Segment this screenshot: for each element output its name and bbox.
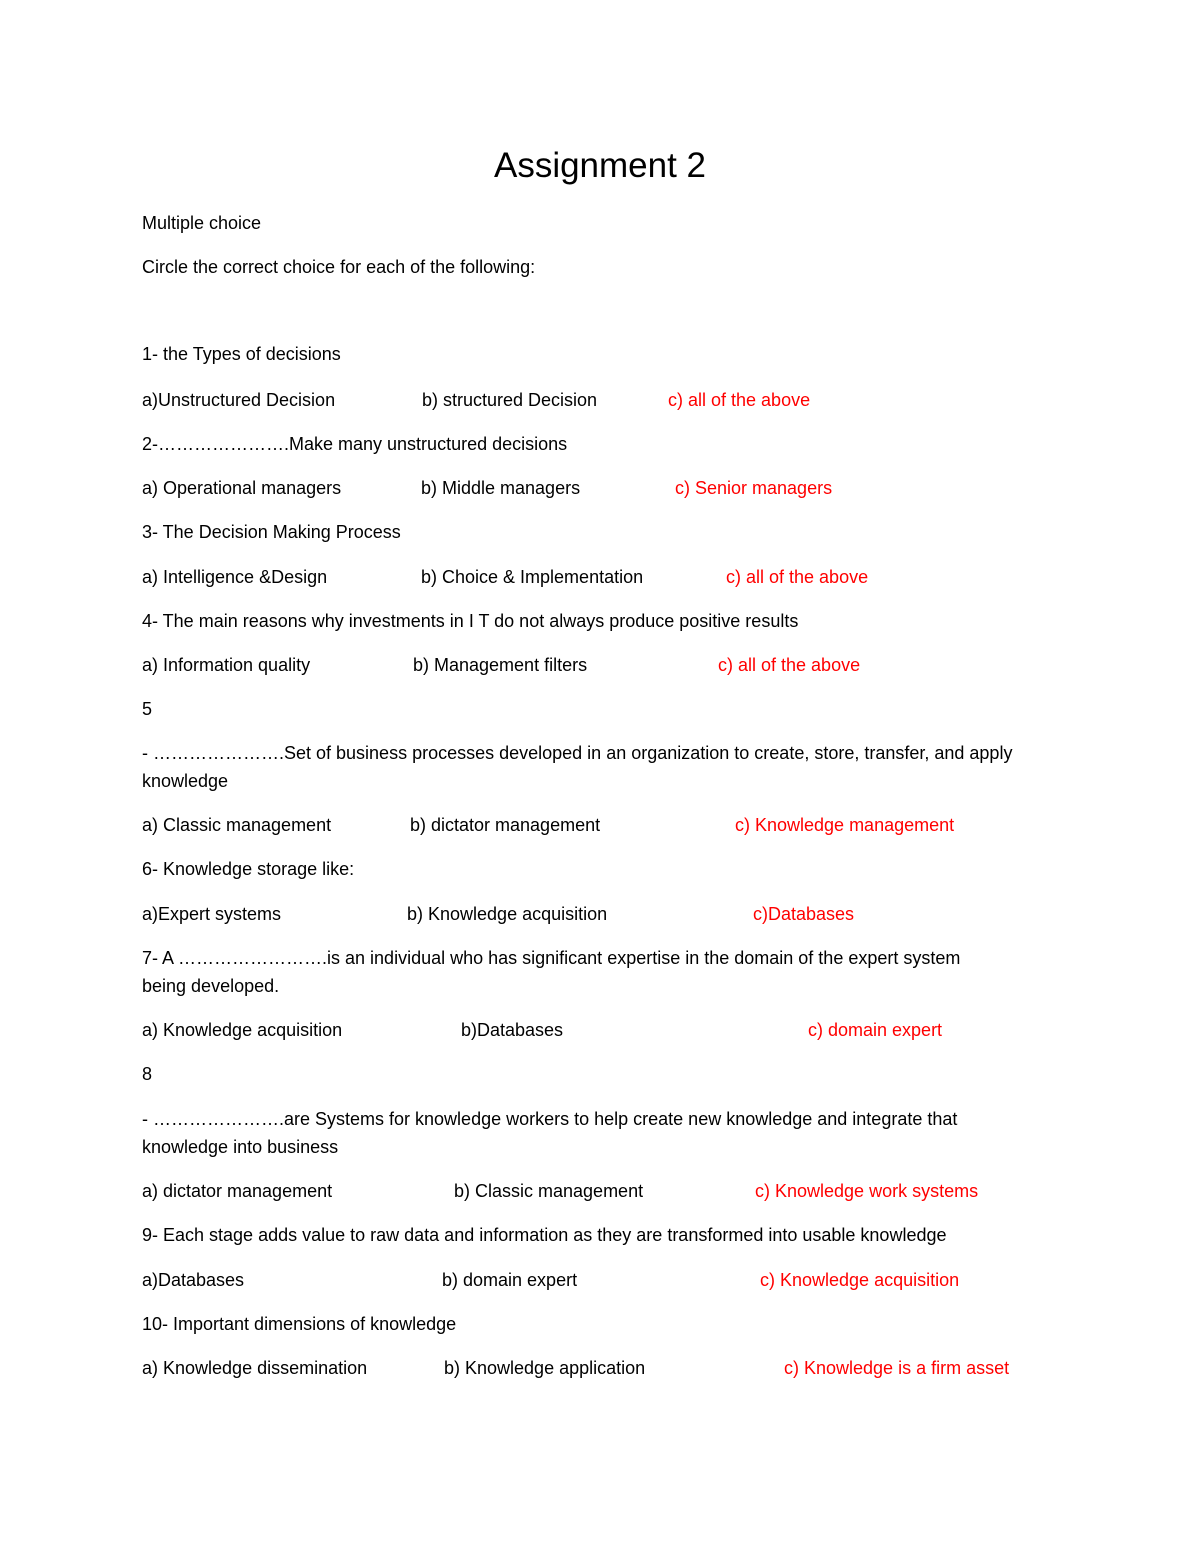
q10-option-c-answer: c) Knowledge is a firm asset (784, 1358, 1010, 1378)
q1-option-a: a)Unstructured Decision (142, 390, 336, 410)
q6-option-a: a)Expert systems (142, 904, 282, 924)
question-6: 6- Knowledge storage like: (142, 859, 355, 879)
question-10: 10- Important dimensions of knowledge (142, 1314, 457, 1334)
q8-option-b: b) Classic management (454, 1181, 644, 1201)
section-heading: Multiple choice (142, 213, 262, 233)
q9-option-c-answer: c) Knowledge acquisition (760, 1270, 960, 1290)
question-9: 9- Each stage adds value to raw data and information as they are transformed into usable knowledge (142, 1225, 947, 1245)
question-2: 2-………………….Make many unstructured decisions (142, 434, 568, 454)
q2-option-a: a) Operational managers (142, 478, 342, 498)
question-8: - ………………….are Systems for knowledge workers to help create new knowledge and integrate that (142, 1109, 958, 1129)
instructions: Circle the correct choice for each of the following: (142, 257, 536, 277)
question-4: 4- The main reasons why investments in I T do not always produce positive results (142, 611, 799, 631)
q8-option-a: a) dictator management (142, 1181, 333, 1201)
question-5-number: 5 (142, 699, 153, 719)
q3-option-c-answer: c) all of the above (726, 567, 869, 587)
question-3: 3- The Decision Making Process (142, 522, 401, 542)
q3-option-b: b) Choice & Implementation (421, 567, 644, 587)
question-1: 1- the Types of decisions (142, 344, 341, 364)
q1-option-b: b) structured Decision (422, 390, 598, 410)
q8-option-c-answer: c) Knowledge work systems (755, 1181, 979, 1201)
q4-option-c-answer: c) all of the above (718, 655, 861, 675)
page-title: Assignment 2 (493, 146, 707, 185)
q9-option-a: a)Databases (142, 1270, 245, 1290)
question-8-continued: knowledge into business (142, 1137, 339, 1157)
q9-option-b: b) domain expert (442, 1270, 578, 1290)
q6-option-c-answer: c)Databases (753, 904, 855, 924)
q3-option-a: a) Intelligence &Design (142, 567, 328, 587)
q7-option-b: b)Databases (461, 1020, 564, 1040)
q4-option-b: b) Management filters (413, 655, 588, 675)
question-7: 7- A …………………….is an individual who has significant expertise in the domain of the expert system (142, 948, 961, 968)
q4-option-a: a) Information quality (142, 655, 311, 675)
q5-option-a: a) Classic management (142, 815, 332, 835)
q7-option-a: a) Knowledge acquisition (142, 1020, 343, 1040)
q7-option-c-answer: c) domain expert (808, 1020, 943, 1040)
question-8-number: 8 (142, 1064, 153, 1084)
question-7-continued: being developed. (142, 976, 280, 996)
q10-option-a: a) Knowledge dissemination (142, 1358, 368, 1378)
q2-option-c-answer: c) Senior managers (675, 478, 833, 498)
question-5-continued: knowledge (142, 771, 229, 791)
q6-option-b: b) Knowledge acquisition (407, 904, 608, 924)
q2-option-b: b) Middle managers (421, 478, 581, 498)
q10-option-b: b) Knowledge application (444, 1358, 646, 1378)
q5-option-c-answer: c) Knowledge management (735, 815, 955, 835)
q1-option-c-answer: c) all of the above (668, 390, 811, 410)
q5-option-b: b) dictator management (410, 815, 601, 835)
question-5: - ………………….Set of business processes developed in an organization to create, store, transfer, and apply (142, 743, 1013, 763)
